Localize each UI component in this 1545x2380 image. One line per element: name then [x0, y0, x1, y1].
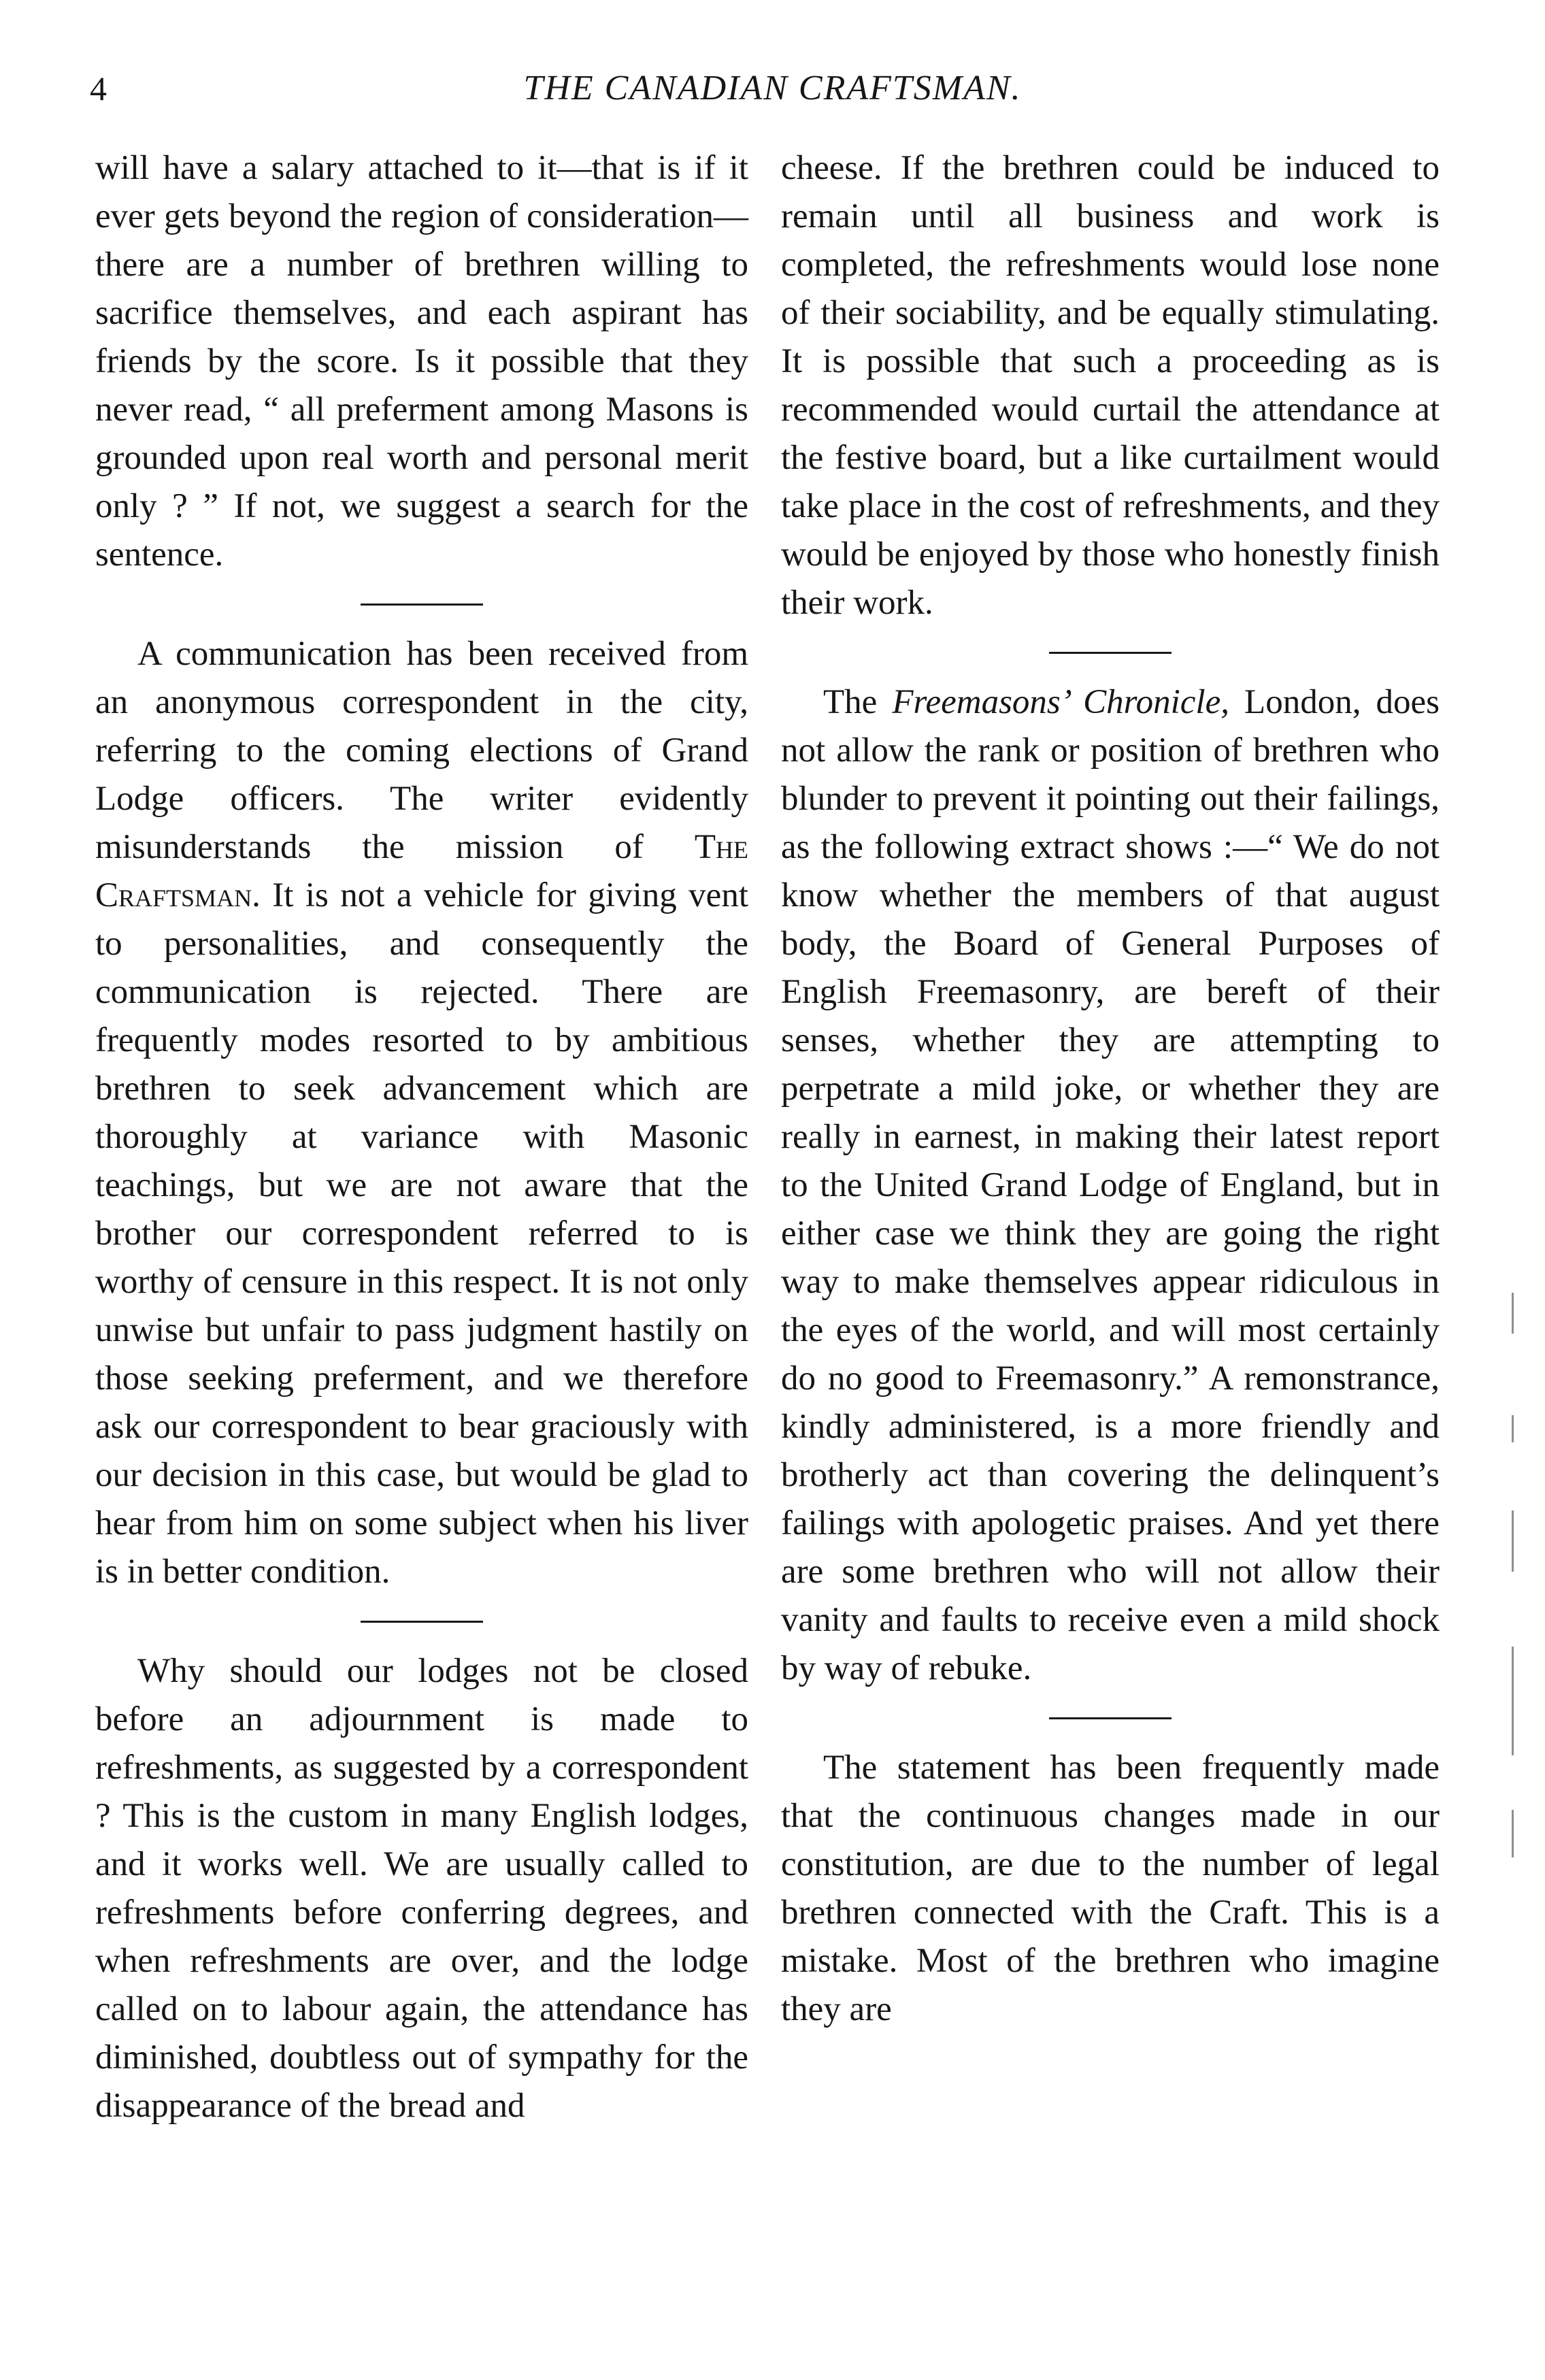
article-text: It is not a vehicle for giving vent to personalities, and consequently the communication is rejected. There are frequently modes resorted to by ambitious brethren to seek advancement which are thoroughly at variance with Masonic teachings, but we are not aware that the brother our correspondent referred to is worthy of censure in this respect. It is not only unwise but unfair to pass judgment hastily on those seeking preferment, and we therefore ask our correspondent to bear graciously with our decision in this case, but would be glad to hear from him on some subject when his liver is in better condition.	[95, 876, 748, 1591]
section-divider	[361, 1621, 483, 1623]
left-column	[95, 144, 748, 2130]
scan-mark	[1512, 1415, 1514, 1442]
scan-mark	[1512, 1810, 1514, 1857]
section-divider	[361, 604, 483, 606]
scan-mark	[1512, 1647, 1514, 1755]
journal-name: Freemasons’ Chronicle,	[892, 683, 1229, 721]
publication-name: The Craftsman.	[95, 828, 748, 914]
article-anonymous-communication	[95, 630, 748, 1596]
article-freemasons-chronicle	[781, 678, 1440, 1693]
article-lodge-refreshments: Why should our lodges not be closed before an adjournment is made to refreshments, as suggested by a correspondent ? This is the custom in many English lodges, and it works well. We are usually called to refreshments before conferring degrees, and when refreshments are over, and the lodge called on to labour again, the attendance has diminished, doubtless out of sympathy for the disappearance of the bread and	[95, 1652, 748, 2125]
right-column	[781, 144, 1440, 2034]
page-number: 4	[90, 69, 107, 108]
scan-mark	[1512, 1293, 1514, 1334]
running-title: THE CANADIAN CRAFTSMAN.	[523, 69, 1022, 108]
article-text: The	[823, 683, 893, 721]
margin-scan-marks	[1504, 1293, 1524, 1905]
article-constitution-changes: The statement has been frequently made that the continuous changes made in our constitution, are due to the number of legal brethren connected with the Craft. This is a mistake. Most of the brethren who imagine they are	[781, 1749, 1440, 2028]
section-divider	[1049, 1717, 1172, 1719]
article-text: A communication has been received from an anonymous correspondent in the city, referring to the coming elections of Grand Lodge officers. The writer evidently misunderstands the mission of	[95, 635, 748, 866]
article-refreshments-continuation: cheese. If the brethren could be induced to remain until all business and work is completed, the refreshments would lose none of their sociability, and be equally stimulating. It is possible that such a proceeding as is recommended would curtail the attendance at the festive board, but a like curtailment would take place in the cost of refreshments, and they would be enjoyed by those who honestly finish their work.	[781, 149, 1440, 622]
section-divider	[1049, 652, 1172, 654]
scan-mark	[1512, 1510, 1514, 1572]
article-salary-continuation: will have a salary attached to it—that is if it ever gets beyond the region of consideration—there are a number of brethren willing to sacrifice themselves, and each aspirant has friends by the score. Is it possible that they never read, “ all preferment among Masons is grounded upon real worth and personal merit only ? ” If not, we suggest a search for the sentence.	[95, 149, 748, 574]
article-text: London, does not allow the rank or position of brethren who blunder to prevent it pointing out their failings, as the following extract shows :—“ We do not know whether the members of that august body, the Board of General Purposes of English Freemasonry, are bereft of their senses, whether they are attempting to perpetrate a mild joke, or whether they are really in earnest, in making their latest report to the United Grand Lodge of England, but in either case we think they are going the right way to make themselves appear ridiculous in the eyes of the world, and will most certainly do no good to Freemasonry.” A remonstrance, kindly administered, is a more friendly and brotherly act than covering the delinquent’s failings with apologetic praises. And yet there are some brethren who will not allow their vanity and faults to receive even a mild shock by way of rebuke.	[781, 683, 1440, 1687]
